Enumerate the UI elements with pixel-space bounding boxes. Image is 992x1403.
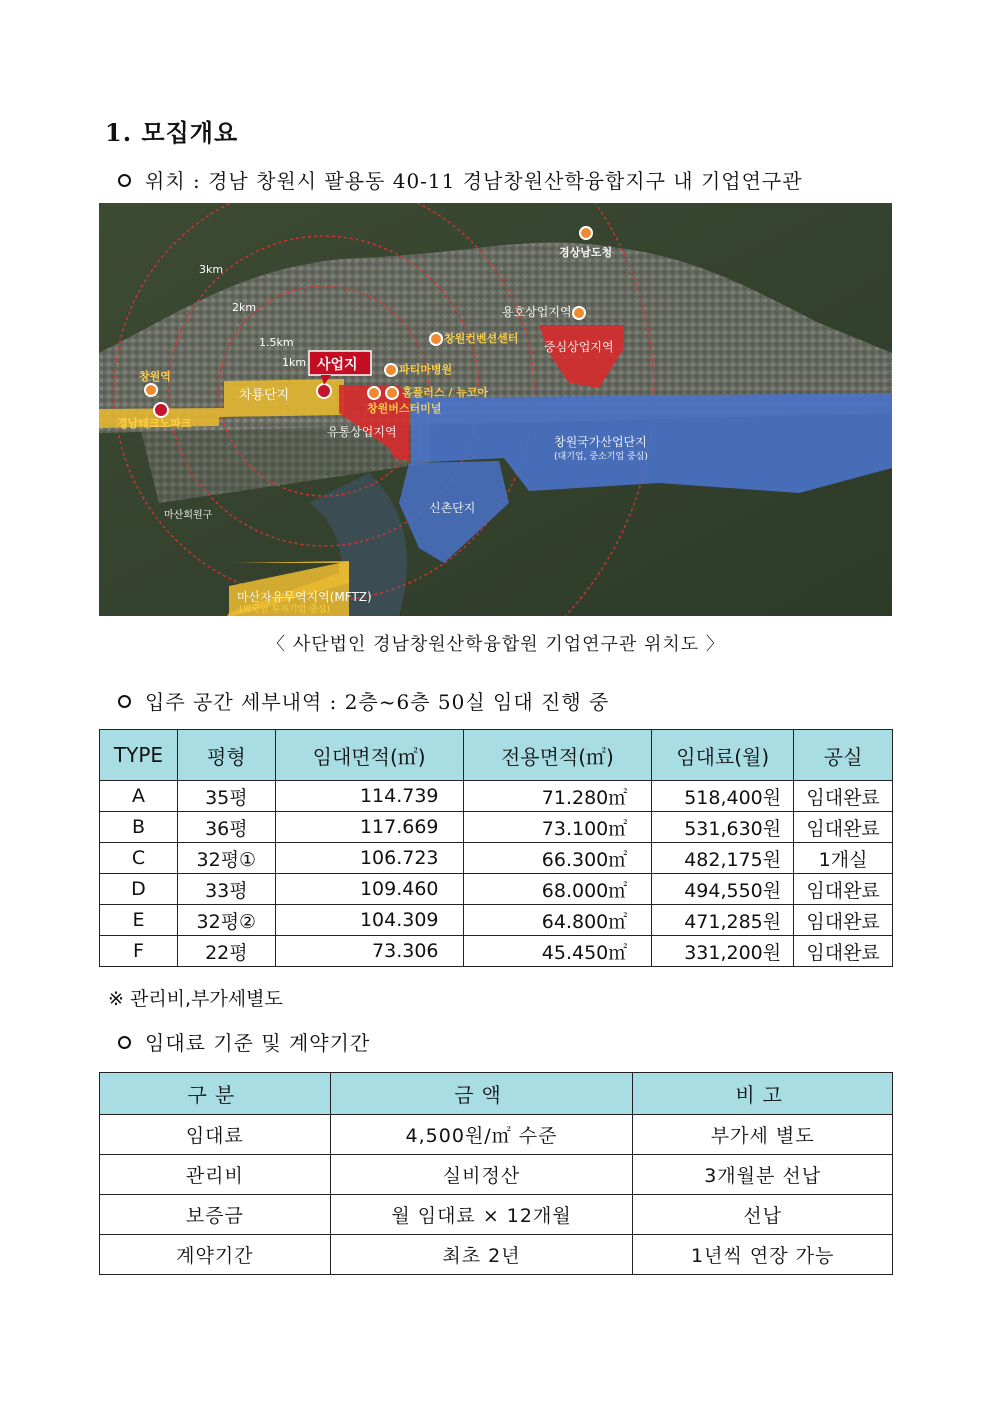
masan-fez-label: 마산자유무역지역(MFTZ) — [237, 590, 372, 604]
cell-vacancy: 임대완료 — [794, 874, 893, 905]
cell-exclusive-area: 64.800㎡ — [463, 905, 652, 936]
space-text: 입주 공간 세부내역 : 2층~6층 50실 임대 진행 중 — [145, 690, 610, 714]
cell-exclusive-area: 73.100㎡ — [463, 812, 652, 843]
table-row — [100, 1115, 893, 1155]
space-table-header — [100, 730, 893, 781]
table-row — [100, 1235, 893, 1275]
ring-1-5km-label: 1.5km — [259, 336, 294, 349]
ring-2km-label: 2km — [232, 301, 257, 314]
cell-pyeong: 36평 — [177, 812, 275, 843]
provincial-office-label: 경상남도청 — [559, 246, 613, 259]
cell-rent: 531,630원 — [652, 812, 794, 843]
cell-category: 보증금 — [100, 1195, 331, 1235]
header-type: TYPE — [100, 730, 178, 781]
yutong-label: 유통상업지역 — [327, 425, 397, 439]
header-remark: 비고 — [633, 1073, 893, 1115]
rent-table-header — [100, 1073, 893, 1115]
table-row — [100, 936, 893, 967]
cell-exclusive-area: 45.450㎡ — [463, 936, 652, 967]
bus-terminal-label: 창원버스터미널 — [367, 402, 442, 415]
table-row — [100, 874, 893, 905]
header-exclusive-area: 전용면적(㎡) — [463, 730, 652, 781]
cell-lease-area: 114.739 — [275, 781, 463, 812]
space-line — [118, 686, 609, 715]
cell-vacancy: 임대완료 — [794, 812, 893, 843]
convention-label: 창원컨벤션센터 — [444, 332, 519, 345]
cell-type: E — [100, 905, 178, 936]
table-row — [100, 812, 893, 843]
cell-pyeong: 22평 — [177, 936, 275, 967]
cell-type: D — [100, 874, 178, 905]
fatima-hospital-label: 파티마병원 — [399, 363, 453, 376]
cell-remark: 선납 — [633, 1195, 893, 1235]
rent-line — [118, 1027, 370, 1056]
national-industrial-sub: (대기업, 중소기업 중심) — [554, 452, 648, 462]
sinchon-label: 신촌단지 — [429, 501, 476, 515]
bullet-circle-icon — [118, 174, 131, 187]
cell-lease-area: 109.460 — [275, 874, 463, 905]
cell-amount: 최초 2년 — [330, 1235, 633, 1275]
cell-vacancy: 임대완료 — [794, 905, 893, 936]
location-map — [99, 203, 892, 616]
techno-park-label: 경남테크노파크 — [117, 417, 192, 430]
cell-type: F — [100, 936, 178, 967]
cell-vacancy: 1개실 — [794, 843, 893, 874]
ring-1km-label: 1km — [282, 356, 307, 369]
table-row — [100, 1195, 893, 1235]
map-caption: 〈 사단법인 경남창원산학융합원 기업연구관 위치도 〉 — [267, 634, 725, 655]
cell-exclusive-area: 66.300㎡ — [463, 843, 652, 874]
bullet-circle-icon — [118, 695, 131, 708]
cell-lease-area: 104.309 — [275, 905, 463, 936]
changwon-station-label: 창원역 — [139, 370, 171, 383]
cell-pyeong: 35평 — [177, 781, 275, 812]
cell-remark: 3개월분 선납 — [633, 1155, 893, 1195]
cell-lease-area: 73.306 — [275, 936, 463, 967]
cell-type: C — [100, 843, 178, 874]
section-heading: 1. 모집개요 — [105, 118, 239, 147]
national-industrial-label: 창원국가산업단지 — [554, 435, 647, 449]
bullet-circle-icon — [118, 1036, 131, 1049]
rent-text: 임대료 기준 및 계약기간 — [145, 1031, 371, 1055]
cell-category: 계약기간 — [100, 1235, 331, 1275]
homeplus-label: 홈플러스 / 뉴코아 — [402, 386, 489, 399]
cell-category: 관리비 — [100, 1155, 331, 1195]
cell-rent: 482,175원 — [652, 843, 794, 874]
cell-exclusive-area: 71.280㎡ — [463, 781, 652, 812]
location-line — [118, 165, 803, 194]
table-row — [100, 781, 893, 812]
site-label: 사업지 — [317, 357, 358, 373]
cell-amount: 4,500원/㎡ 수준 — [330, 1115, 633, 1155]
cell-pyeong: 32평① — [177, 843, 275, 874]
cell-category: 임대료 — [100, 1115, 331, 1155]
table-row — [100, 843, 893, 874]
cell-lease-area: 117.669 — [275, 812, 463, 843]
note-text: ※ 관리비,부가세별도 — [108, 988, 283, 1010]
cell-remark: 부가세 별도 — [633, 1115, 893, 1155]
cell-remark: 1년씩 연장 가능 — [633, 1235, 893, 1275]
header-lease-area: 임대면적(㎡) — [275, 730, 463, 781]
ring-3km-label: 3km — [199, 263, 224, 276]
cell-rent: 494,550원 — [652, 874, 794, 905]
cell-type: B — [100, 812, 178, 843]
header-pyeong: 평형 — [177, 730, 275, 781]
cell-amount: 실비정산 — [330, 1155, 633, 1195]
cell-pyeong: 33평 — [177, 874, 275, 905]
location-text: 위치 : 경남 창원시 팔용동 40-11 경남창원산학융합지구 내 기업연구관 — [145, 169, 803, 193]
header-category: 구분 — [100, 1073, 331, 1115]
header-vacancy: 공실 — [794, 730, 893, 781]
charyong-label: 차룡단지 — [239, 388, 290, 403]
cell-pyeong: 32평② — [177, 905, 275, 936]
table-row — [100, 1155, 893, 1195]
yongho-label: 용호상업지역 — [502, 305, 572, 319]
masan-fez-sub: (외국인 투자기업 중심) — [239, 605, 330, 615]
central-label: 중심상업지역 — [544, 340, 614, 354]
cell-rent: 518,400원 — [652, 781, 794, 812]
table-row — [100, 905, 893, 936]
cell-rent: 471,285원 — [652, 905, 794, 936]
cell-amount: 월 임대료 × 12개월 — [330, 1195, 633, 1235]
masan-hoewon-label: 마산회원구 — [164, 510, 213, 521]
cell-rent: 331,200원 — [652, 936, 794, 967]
rent-table — [99, 1072, 893, 1275]
cell-vacancy: 임대완료 — [794, 781, 893, 812]
cell-type: A — [100, 781, 178, 812]
header-amount: 금액 — [330, 1073, 633, 1115]
cell-exclusive-area: 68.000㎡ — [463, 874, 652, 905]
space-table — [99, 729, 893, 967]
cell-vacancy: 임대완료 — [794, 936, 893, 967]
header-rent: 임대료(월) — [652, 730, 794, 781]
cell-lease-area: 106.723 — [275, 843, 463, 874]
